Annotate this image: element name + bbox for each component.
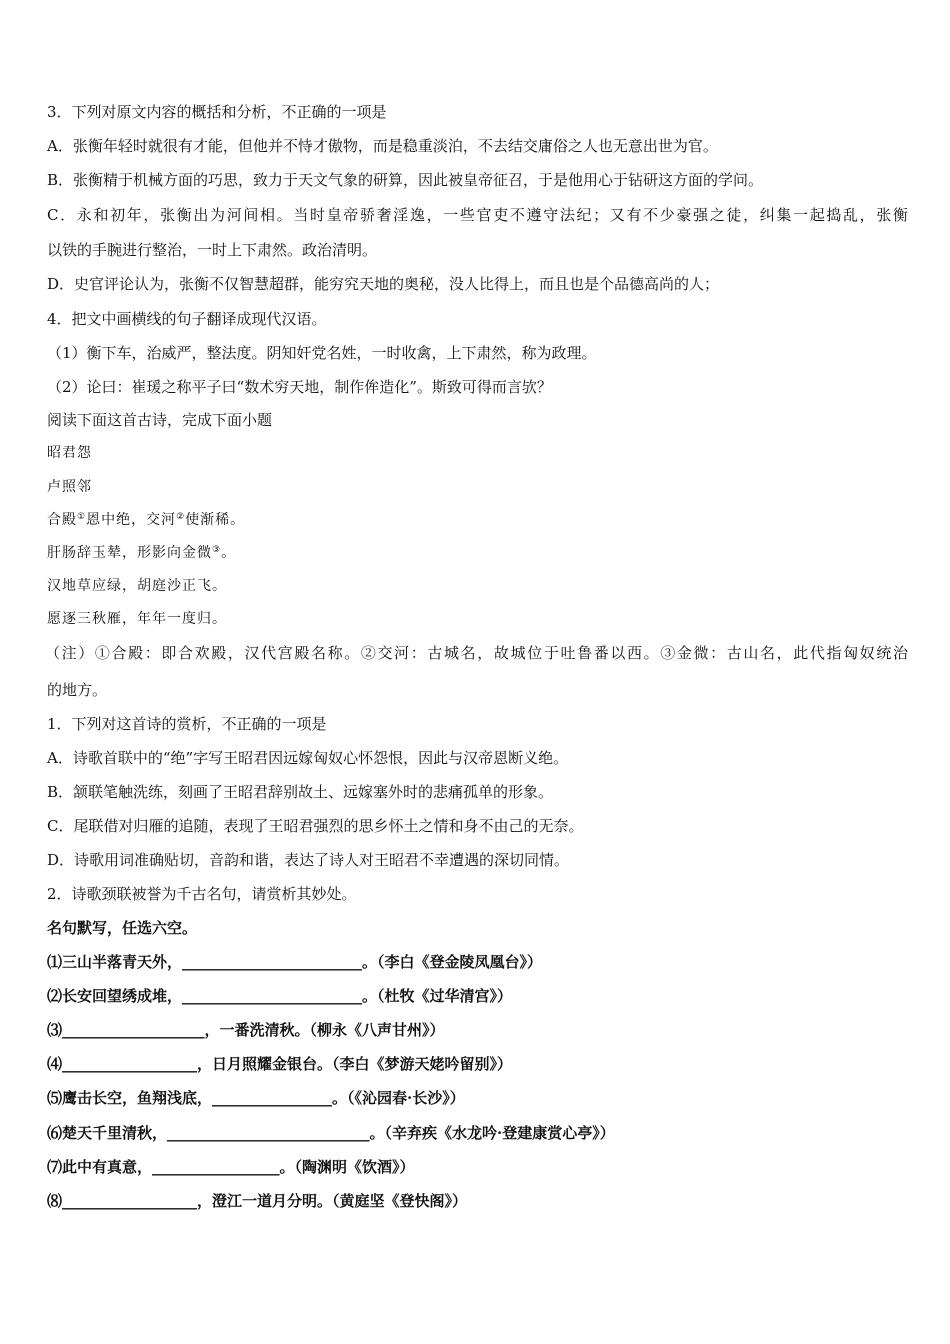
dictation-item-7: ⑺此中有真意，_________________。（陶渊明《饮酒》） [47, 1158, 415, 1176]
question-3-option-b: B．张衡精于机械方面的巧思，致力于天文气象的研算，因此被皇帝征召，于是他用心于钻研这方面的学问。 [47, 171, 764, 189]
poem-question-1-option-d: D．诗歌用词准确贴切，音韵和谐，表达了诗人对王昭君不幸遭遇的深切同情。 [47, 851, 570, 869]
poem-author: 卢照邻 [47, 479, 92, 495]
poem-line-1 [47, 510, 908, 530]
dictation-item-3: ⑶___________________，一番洗清秋。（柳永《八声甘州》） [47, 1021, 445, 1039]
poem-line-2-part-b: 。 [221, 545, 237, 561]
dictation-item-4: ⑷__________________，日月照耀金银台。（李白《梦游天姥吟留别》） [47, 1055, 513, 1073]
footnote-2-marker: ② [176, 512, 186, 522]
poem-question-2-stem: 2．诗歌颈联被誉为千古名句，请赏析其妙处。 [47, 885, 357, 903]
reading-intro: 阅读下面这首古诗，完成下面小题 [47, 411, 273, 429]
dictation-item-8: ⑻__________________，澄江一道月分明。（黄庭坚《登快阁》） [47, 1192, 468, 1210]
question-3-option-c-line1: C．永和初年，张衡出为河间相。当时皇帝骄奢淫逸，一些官吏不遵守法纪；又有不少豪强之徒，纠集一起捣乱，张衡 [47, 206, 908, 224]
poem-note-line2: 的地方。 [47, 681, 108, 699]
dictation-item-1: ⑴三山半落青天外，________________________。（李白《登金陵凤凰台》） [47, 953, 543, 971]
poem-line-1-part-b: 恩中绝，交河 [86, 512, 177, 528]
question-3-option-d: D．史官评论认为，张衡不仅智慧超群，能穷究天地的奥秘，没人比得上，而且也是个品德高尚的人； [47, 275, 720, 293]
poem-question-1-option-b: B．颔联笔触洗练，刻画了王昭君辞别故土、远嫁塞外时的悲痛孤单的形象。 [47, 783, 554, 801]
poem-line-2-part-a: 肝肠辞玉辇，形影向金微 [47, 545, 212, 561]
poem-question-1-option-a: A．诗歌首联中的“绝”字写王昭君因远嫁匈奴心怀怨恨，因此与汉帝恩断义绝。 [47, 749, 569, 767]
footnote-1-marker: ① [77, 512, 87, 522]
poem-note-line1: （注）①合殿：即合欢殿，汉代宫殿名称。②交河：古城名，故城位于吐鲁番以西。③金微：古山名，此代指匈奴统治 [45, 644, 908, 662]
poem-line-4: 愿逐三秋雁，年年一度归。 [47, 611, 227, 627]
poem-question-1-option-c: C．尾联借对归雁的追随，表现了王昭君强烈的思乡怀土之情和身不由己的无奈。 [47, 817, 584, 835]
poem-line-3: 汉地草应绿，胡庭沙正飞。 [47, 578, 227, 594]
footnote-3-marker: ③ [212, 545, 222, 555]
poem-question-1-stem: 1．下列对这首诗的赏析，不正确的一项是 [47, 715, 327, 733]
poem-title: 昭君怨 [47, 445, 92, 461]
poem-line-2 [47, 543, 908, 563]
dictation-item-5: ⑸鹰击长空，鱼翔浅底，________________。（《沁园春·长沙》） [47, 1089, 465, 1107]
question-4-sentence-1: （1）衡下车，治威严，整法度。阴知奸党名姓，一时收禽，上下肃然，称为政理。 [47, 344, 597, 362]
question-4-sentence-2: （2）论曰：崔瑗之称平子曰“数术穷天地，制作侔造化”。斯致可得而言欤？ [47, 378, 552, 396]
poem-line-1-part-c: 使渐稀。 [185, 512, 246, 528]
dictation-item-6: ⑹楚天千里清秋，___________________________。（辛弃疾《水龙吟·登建康赏心亭》） [47, 1124, 615, 1142]
question-3-option-c-line2: 以铁的手腕进行整治，一时上下肃然。政治清明。 [47, 241, 378, 259]
question-3-stem: 3．下列对原文内容的概括和分析，不正确的一项是 [47, 103, 387, 121]
poem-line-1-part-a: 合殿 [47, 512, 77, 528]
dictation-title: 名句默写，任选六空。 [47, 919, 198, 937]
question-4-stem: 4．把文中画横线的句子翻译成现代汉语。 [47, 310, 327, 328]
dictation-item-2: ⑵长安回望绣成堆，________________________。（杜牧《过华清宫》） [47, 987, 513, 1005]
question-3-option-a: A．张衡年轻时就很有才能，但他并不恃才傲物，而是稳重淡泊，不去结交庸俗之人也无意出世为官。 [47, 137, 718, 155]
